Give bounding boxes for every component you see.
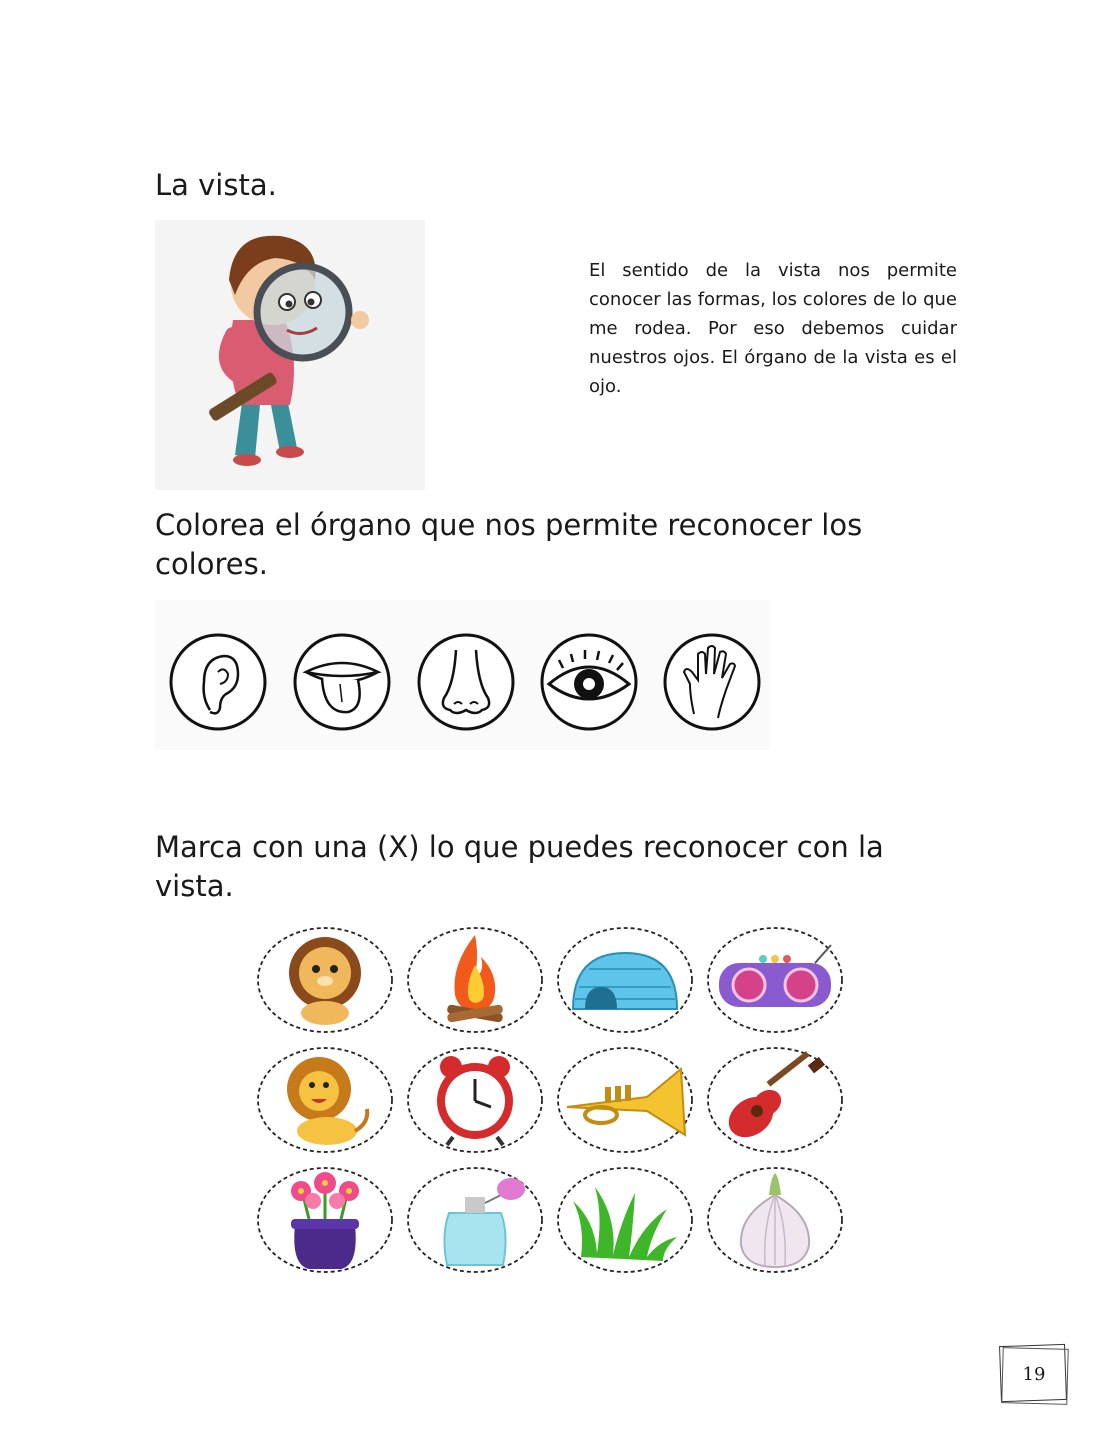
intro-paragraph: El sentido de la vista nos permite conocer las formas, los colores de lo que me rodea. Por eso debemos cuidar nuestros ojos. El órgano de la vista es el ojo. [589,260,957,397]
alarm-clock-icon[interactable] [405,1045,545,1155]
question-mark-with-x: Marca con una (X) lo que puedes reconocer con la vista. [155,830,884,903]
boy-magnifying-glass-illustration [155,220,425,490]
ear-icon[interactable] [168,632,268,732]
guitar-icon[interactable] [705,1045,845,1155]
items-grid [255,925,855,1280]
trumpet-icon[interactable] [555,1045,695,1155]
hedgehog-lion-icon[interactable] [255,925,395,1035]
page-number: 19 [1022,1363,1046,1385]
mouth-icon[interactable] [292,632,392,732]
boombox-icon[interactable] [705,925,845,1035]
eye-icon[interactable] [539,632,639,732]
question-color-organ: Colorea el órgano que nos permite reconocer los colores. [155,508,863,581]
campfire-icon[interactable] [405,925,545,1035]
igloo-icon[interactable] [555,925,695,1035]
grass-icon[interactable] [555,1165,695,1275]
senses-row [155,600,770,750]
page-title: La vista. [155,168,277,202]
lion-icon[interactable] [255,1045,395,1155]
nose-icon[interactable] [416,632,516,732]
page-number-box [1000,1345,1068,1403]
flower-pot-icon[interactable] [255,1165,395,1275]
hand-icon[interactable] [662,632,762,732]
garlic-icon[interactable] [705,1165,845,1275]
perfume-icon[interactable] [405,1165,545,1275]
